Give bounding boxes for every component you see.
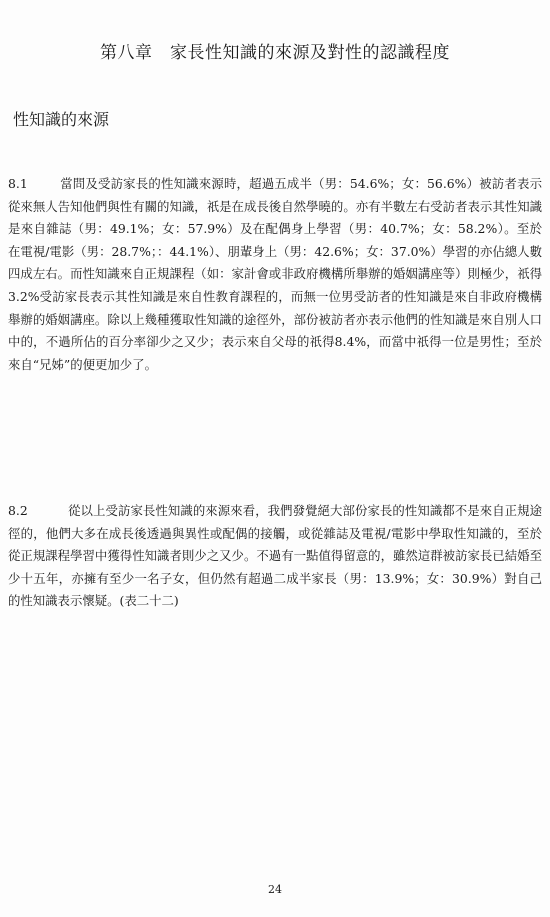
- paragraph-number: 8.2: [8, 503, 28, 518]
- paragraph-8-2: [8, 500, 542, 613]
- section-heading: 性知識的來源: [13, 110, 110, 129]
- chapter-title: 第八章 家長性知識的來源及對性的認識程度: [100, 43, 450, 63]
- paragraph-number: 8.1: [8, 176, 28, 191]
- paragraph-text: 從以上受訪家長性知識的來源來看，我們發覺絕大部份家長的性知識都不是來自正規途徑的，他們大多在成長後透過與異性或配偶的接觸，或從雜誌及電視/電影中學取性知識的，至於從正規課程學習中獲得性知識者則少之又少。不過有一點值得留意的，雖然這群被訪家長已結婚至少十五年，亦擁有至少一名子女，但仍然有超過二成半家長（男：13.9%；女：30.9%）對自己的性知識表示懷疑。(表二十二): [8, 503, 542, 609]
- paragraph-8-1: [8, 173, 542, 376]
- page-number: 24: [268, 883, 282, 896]
- paragraph-text: 當問及受訪家長的性知識來源時，超過五成半（男：54.6%；女：56.6%）被訪者表示從來無人告知他們與性有關的知識，祇是在成長後自然學曉的。亦有半數左右受訪者表示其性知識是來自雜誌（男：49.1%；女：57.9%）及在配偶身上學習（男：40.7%；女：58.2%）。至於在電視/電影（男：28.7%；：44.1%）、朋輩身上（男：42.6%；女：37.0%）學習的亦佔總人數四成左右。而性知識來自正規課程（如：家計會或非政府機構所舉辦的婚姻講座等）則極少，祇得3.2%受訪家長表示其性知識是來自性教育課程的，而無一位男受訪者的性知識是來自非政府機構舉辦的婚姻講座。除以上幾種獲取性知識的途徑外，部份被訪者亦表示他們的性知識是來自別人口中的，不過所佔的百分率卻少之又少；表示來自父母的祇得8.4%，而當中祇得一位是男性；至於來自“兄姊”的便更加少了。: [8, 176, 542, 372]
